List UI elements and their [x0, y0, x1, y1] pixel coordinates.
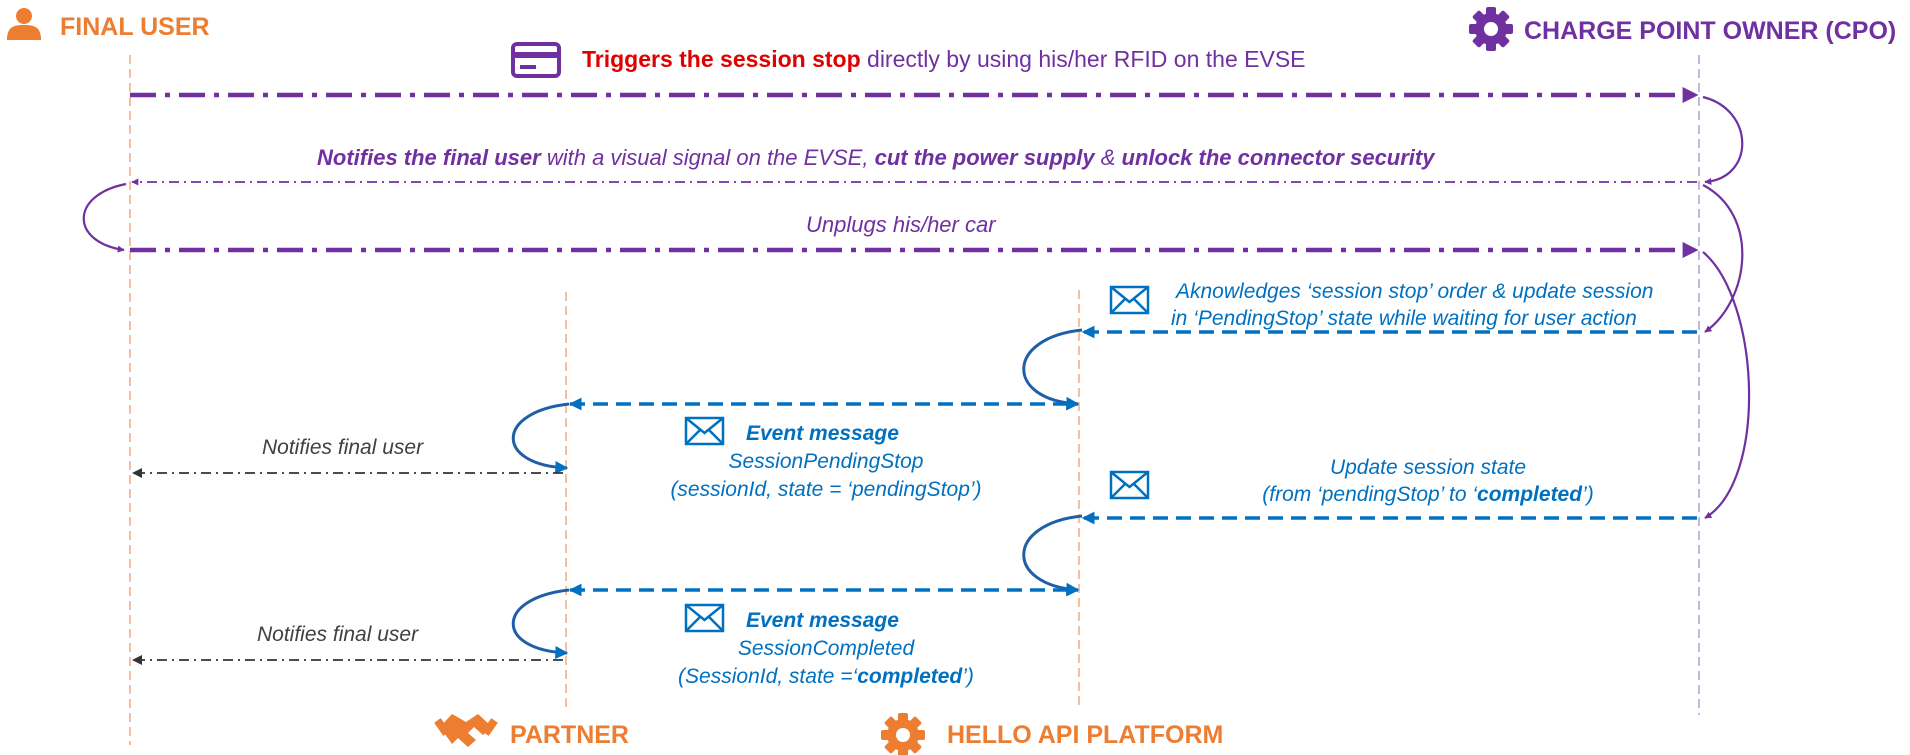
person-icon — [7, 8, 41, 40]
loop-partner-1 — [513, 404, 569, 468]
loop-cpo-processing — [1703, 97, 1742, 182]
label-event2-name: SessionCompleted — [737, 637, 915, 660]
loop-platform-event-2 — [1024, 516, 1082, 590]
label-event2-params-suffix: ’) — [962, 665, 974, 688]
rfid-card-icon — [513, 44, 559, 76]
label-notify-part2: with a visual signal on the EVSE, — [540, 145, 875, 170]
label-event2-params — [626, 665, 1026, 689]
label-update-line2 — [1178, 483, 1678, 507]
label-notify-final-user-1: Notifies final user — [262, 436, 424, 459]
label-notify-final-user-2: Notifies final user — [257, 623, 419, 646]
envelope-icon — [1111, 287, 1148, 313]
label-event2-title: Event message — [746, 609, 899, 632]
loop-platform-event-1 — [1024, 330, 1082, 404]
label-notify-part1: Notifies the final user — [317, 145, 541, 170]
label-update-line2-prefix: (from ‘pendingStop’ to ‘ — [1262, 483, 1478, 506]
handshake-icon — [434, 714, 498, 747]
label-notify-part5: unlock the connector security — [1121, 145, 1435, 170]
label-trigger-rest: directly by using his/her RFID on the EVSE — [860, 46, 1306, 72]
loop-cpo-update-state — [1703, 252, 1749, 518]
gear-icon — [1469, 7, 1513, 51]
actor-partner: PARTNER — [510, 721, 629, 749]
label-event1-params: (sessionId, state = ‘pendingStop’) — [670, 478, 982, 501]
envelope-icon — [1111, 472, 1148, 498]
label-event1-title: Event message — [746, 422, 899, 445]
label-trigger-emphasis: Triggers the session stop — [582, 46, 861, 72]
loop-partner-2 — [513, 590, 569, 653]
envelope-icon — [686, 418, 723, 444]
label-acknowledge-line1: Aknowledges ‘session stop’ order & update session — [1176, 280, 1654, 303]
label-event2-params-prefix: (SessionId, state =‘ — [678, 665, 858, 688]
label-notify-part4: & — [1094, 145, 1122, 170]
loop-final-user-unplug — [84, 184, 126, 250]
actor-cpo: CHARGE POINT OWNER (CPO) — [1524, 17, 1897, 45]
label-notify-part3: cut the power supply — [874, 145, 1095, 170]
label-update-line2-suffix: ’) — [1582, 483, 1594, 506]
actor-final-user: FINAL USER — [60, 13, 210, 41]
actor-platform: HELLO API PLATFORM — [947, 721, 1224, 749]
label-notify-visual — [317, 145, 1434, 171]
label-acknowledge-line2: in ‘PendingStop’ state while waiting for user action — [1171, 307, 1637, 330]
label-unplug: Unplugs his/her car — [806, 212, 996, 237]
label-event1-name: SessionPendingStop — [728, 450, 924, 473]
label-update-line2-bold: completed — [1477, 483, 1583, 506]
label-event2-params-bold: completed — [857, 665, 963, 688]
label-update-line1: Update session state — [1329, 456, 1527, 479]
label-trigger — [582, 46, 1306, 73]
envelope-icon — [686, 605, 723, 631]
gear-icon — [881, 713, 925, 755]
